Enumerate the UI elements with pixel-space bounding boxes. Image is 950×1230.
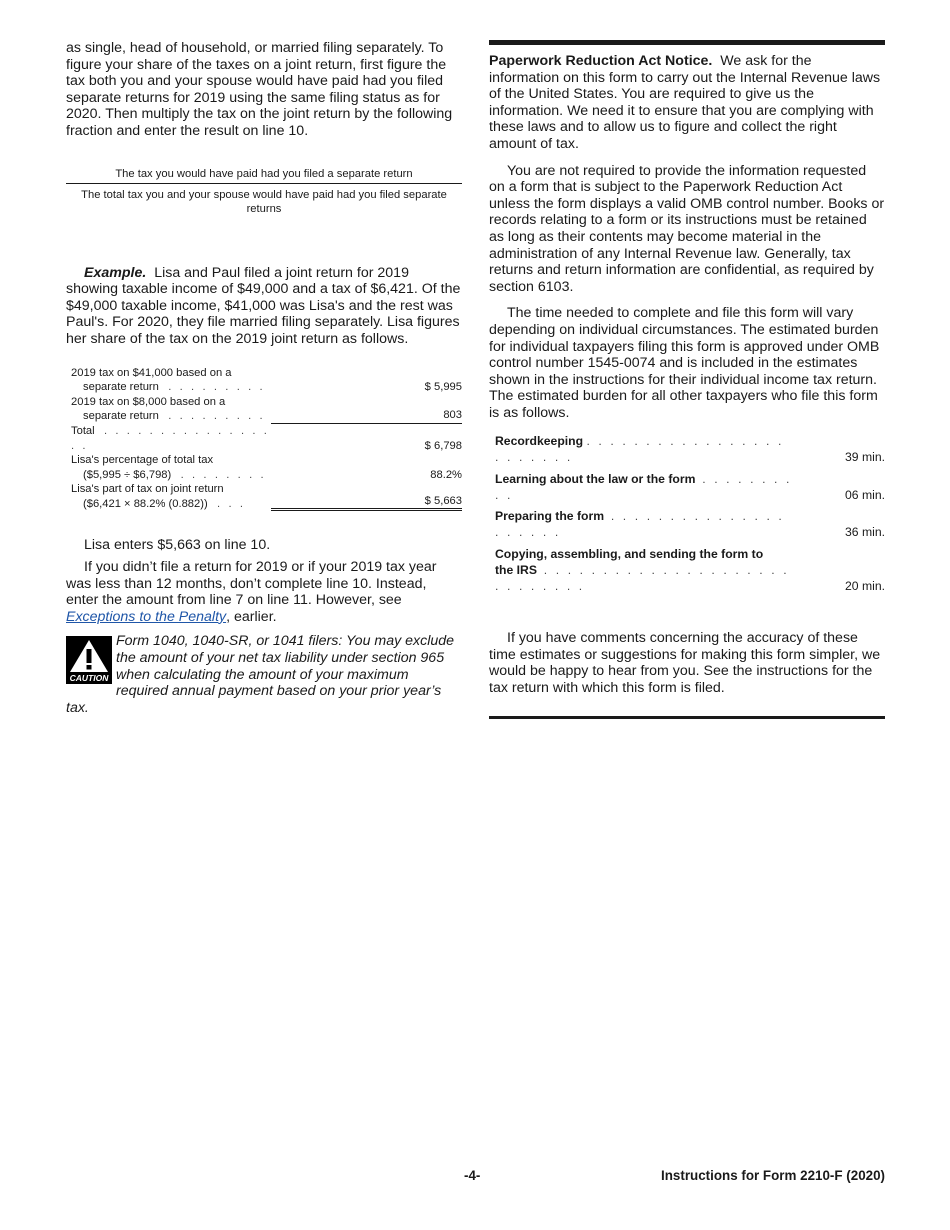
leader-dots: . . . . . . . . . . . . . . . . . . . . .: [495, 509, 785, 540]
intro-paragraph: as single, head of household, or married filing separately. To figure your share of the taxes on a joint return, first figure the tax both you and your spouse would have paid had you filed separate returns for 2019 using the same filing status as for 2020. Then multiply the tax on the joint return by the following fraction and enter the result on line 10.: [66, 40, 453, 139]
leader-dots: . . . . . . . .: [180, 468, 267, 481]
caution-icon: [66, 636, 112, 684]
exceptions-link[interactable]: Exceptions to the Penalty: [66, 608, 227, 625]
burden-label-cont: the IRS: [495, 562, 537, 577]
page-number: -4-: [464, 1168, 481, 1183]
burden-row: [489, 546, 885, 594]
left-column: [66, 40, 462, 716]
calc-label-sub: separate return: [83, 410, 159, 423]
burden-value: 36 min.: [845, 525, 885, 540]
form-title: Instructions for Form 2210-F (2020): [661, 1168, 885, 1183]
leader-dots: . . . . . . . . .: [168, 381, 266, 394]
burden-value: 06 min.: [845, 487, 885, 502]
calc-row: [66, 453, 462, 482]
calc-row: [66, 424, 462, 453]
top-rule: [489, 40, 885, 153]
share-fraction: [66, 167, 462, 216]
example-label: Example.: [84, 264, 147, 281]
example-calculation: [66, 366, 462, 512]
burden-label: Copying, assembling, and sending the form to: [495, 546, 764, 561]
pra-text: We ask for the information on this form to carry out the Internal Revenue laws of the United States. You are required to give us the information. We need it to ensure that you are complying with these laws and to allow us to figure and collect the right amount of tax.: [489, 53, 881, 152]
bottom-rule: [489, 716, 885, 719]
leader-dots: . . .: [217, 497, 246, 510]
calc-label-sub: ($6,421 × 88.2% (0.882)): [83, 497, 208, 510]
caution-note: [66, 633, 462, 716]
burden-label: Learning about the law or the form: [495, 471, 696, 486]
no-return-paragraph: [66, 559, 462, 625]
omb-paragraph: You are not required to provide the information requested on a form that is subject to the Paperwork Reduction Act unless the form displays a valid OMB control number. Books or records relating to a form or its instructions must be retained as long as their contents may become material in the administration of any Internal Revenue law. Generally, tax returns and return information are confidential, as required by section 6103.: [489, 162, 885, 295]
leader-dots: . . . . . . . . . . . . . . . . . . . . . . . . . . . . .: [495, 562, 790, 593]
burden-row: [489, 471, 885, 503]
pra-title: Paperwork Reduction Act Notice.: [489, 53, 713, 69]
burden-value: 20 min.: [845, 578, 885, 593]
burden-label: Preparing the form: [495, 509, 605, 524]
caution-text: Form 1040, 1040-SR, or 1041 filers: You may exclude the amount of your net tax liability under section 965 when calculating the amount of your maximum required annual payment based on your prior year’s tax.: [66, 633, 455, 716]
caution-label: CAUTION: [69, 673, 109, 684]
leader-dots: . . . . . . . . .: [168, 410, 266, 423]
leader-dots: . . . . . . . . . . . . . . . . . . . . . . . .: [495, 434, 784, 465]
example-paragraph: [66, 265, 462, 348]
leader-dots: . . . . . . . . . . . . . . . . .: [71, 424, 270, 452]
burden-paragraph: The time needed to complete and file this form will vary depending on individual circumstances. The estimated burden for individual taxpayers filing this form is approved under OMB control number 1545-0074 and is included in the estimates shown in the instructions for their individual income tax return. The estimated burden for all other taxpayers who file this form is as follows.: [489, 305, 880, 421]
calc-label: 2019 tax on $8,000 based on a: [71, 395, 226, 408]
calc-label-sub: ($5,995 ÷ $6,798): [83, 468, 172, 481]
right-column: [489, 40, 885, 719]
burden-row: [489, 508, 885, 540]
burden-label: Recordkeeping: [495, 434, 584, 449]
calc-value: $ 5,663: [271, 494, 462, 512]
calc-row: [66, 395, 462, 424]
no-return-text: If you didn’t file a return for 2019 or if your 2019 tax year was less than 12 months, don’t complete line 10. Instead, enter the amount from line 7 on line 11. However, see: [66, 559, 437, 609]
calc-value: 803: [271, 408, 462, 424]
calc-value: 88.2%: [430, 468, 462, 481]
example-text: Lisa and Paul filed a joint return for 2019 showing taxable income of $49,000 and a tax of $6,421. Of the $49,000 taxable income, $41,000 was Lisa's and the rest was Paul's. For 2020, they file married filing separately. Lisa figures her share of the tax on the 2019 joint return as follows.: [66, 264, 461, 347]
leader-dots: . . . . . . . . . .: [495, 471, 793, 502]
burden-value: 39 min.: [845, 450, 885, 465]
calc-row: [66, 482, 462, 511]
pra-paragraph: [489, 53, 885, 153]
enters-paragraph: Lisa enters $5,663 on line 10.: [84, 537, 271, 554]
calc-label-sub: separate return: [83, 381, 159, 394]
comments-paragraph: If you have comments concerning the accuracy of these time estimates or suggestions for making this form simpler, we would be happy to hear from you. See the instructions for the tax return with which this form is filed.: [489, 629, 881, 696]
calc-label: Total: [71, 424, 95, 437]
burden-row: [489, 433, 885, 465]
calc-label: 2019 tax on $41,000 based on a: [71, 366, 232, 379]
calc-value: $ 6,798: [424, 439, 462, 452]
no-return-tail: , earlier.: [226, 608, 277, 625]
burden-table: [489, 433, 885, 594]
calc-row: [66, 366, 462, 395]
fraction-denominator: The total tax you and your spouse would have paid had you filed separate returns: [81, 188, 447, 215]
fraction-numerator: The tax you would have paid had you filed a separate return: [66, 167, 462, 184]
calc-label: Lisa's part of tax on joint return: [71, 483, 224, 496]
calc-label: Lisa's percentage of total tax: [71, 454, 214, 467]
calc-value: $ 5,995: [424, 381, 462, 394]
